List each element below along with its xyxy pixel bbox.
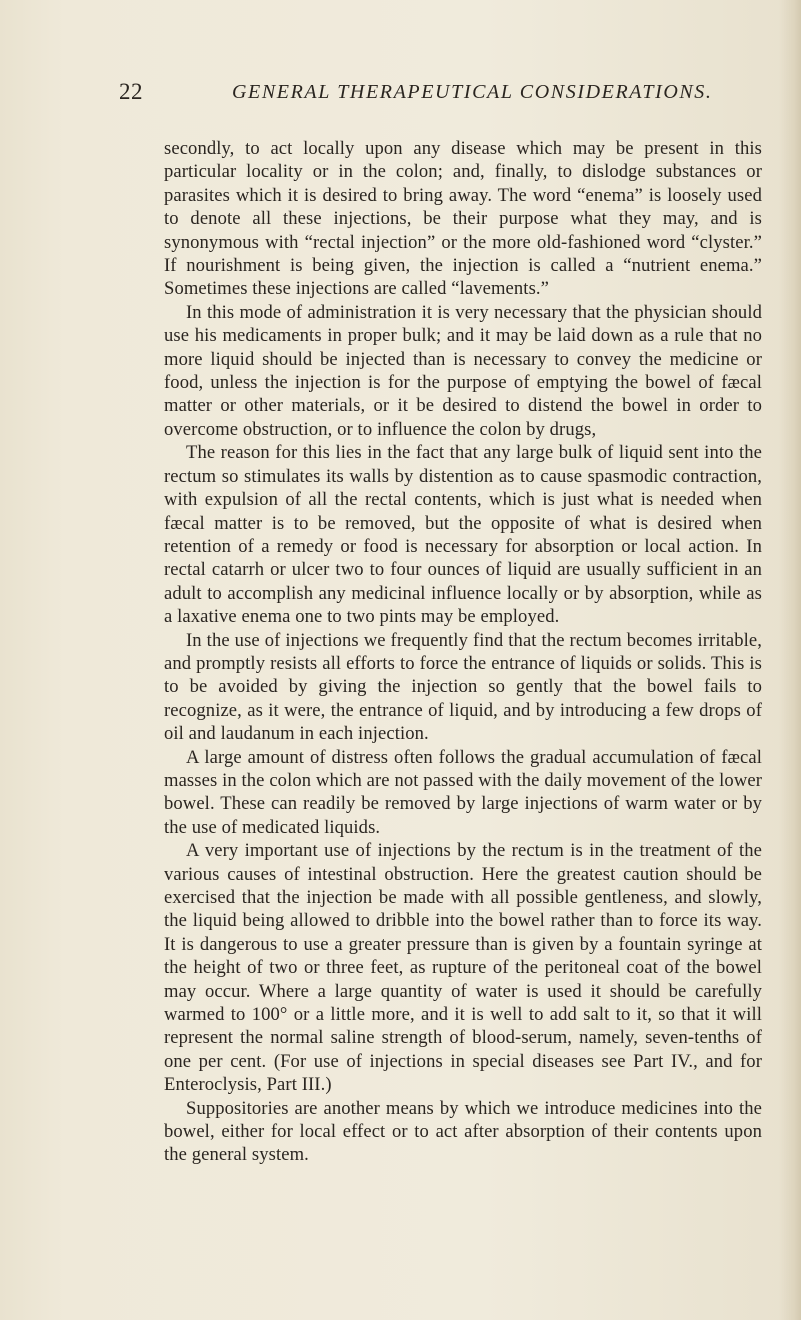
paragraph-continuation: secondly, to act locally upon any disease which may be present in this particular locality or in the colon; and, finally, to dislodge substances or parasites which it is desired to bring away. The word “enema” is loosely used to denote all these injections, be their purpose what they may, and is synonymous with “rectal injection” or the more old-fashioned word “clyster.” If nourishment is being given, the injection is called a “nutrient enema.” Sometimes these injections are called “lavements.” — [164, 138, 762, 300]
body-text — [164, 137, 762, 1167]
page-number: 22 — [119, 79, 143, 104]
page-header — [0, 79, 801, 109]
paragraph-faecal-masses: A large amount of distress often follows the gradual accumulation of fæcal masses in the colon which are not passed with the daily movement of the lower bowel. These can readily be removed by large injections of warm water or by the use of medicated liquids. — [164, 746, 762, 838]
paragraph-irritable-rectum: In the use of injections we frequently find that the rectum becomes irritable, and promptly resists all efforts to force the entrance of liquids or solids. This is to be avoided by giving the injection so gently that the bowel fails to recognize, as it were, the entrance of liquid, and by introducing a few drops of oil and laudanum in each injection. — [164, 629, 762, 745]
paragraph-suppositories: Suppositories are another means by which we introduce medicines into the bowel, either for local effect or to act after absorption of their contents upon the general system. — [164, 1097, 762, 1166]
paragraph-reason: The reason for this lies in the fact that any large bulk of liquid sent into the rectum so stimulates its walls by distention as to cause spasmodic contraction, with expulsion of all the rectal contents, which is just what is needed when fæcal matter is to be removed, but the opposite of what is desired when retention of a remedy or food is necessary for absorption or local action. In rectal catarrh or ulcer two to four ounces of liquid are usually sufficient in an adult to accomplish any medicinal influence locally or by absorption, while as a laxative enema one to two pints may be employed. — [164, 442, 762, 628]
paragraph-administration: In this mode of administration it is very necessary that the physician should use his medicaments in proper bulk; and it may be laid down as a rule that no more liquid should be injected than is necessary to convey the medicine or food, unless the injection is for the purpose of emptying the bowel of fæcal matter or other materials, or it be desired to distend the bowel in order to overcome obstruction, or to influence the colon by drugs, — [164, 301, 762, 440]
paragraph-obstruction: A very important use of injections by the rectum is in the treatment of the various causes of intestinal obstruction. Here the greatest caution should be exercised that the injection be made with all possible gentleness, and slowly, the liquid being allowed to dribble into the bowel rather than to force its way. It is dangerous to use a greater pressure than is given by a fountain syringe at the height of two or three feet, as rupture of the peritoneal coat of the bowel may occur. Where a large quantity of water is used it should be carefully warmed to 100° or a little more, and it is well to add salt to it, so that it will represent the normal saline strength of blood-serum, namely, seven-tenths of one per cent. (For use of injections in special diseases see Part IV., and for Enteroclysis, Part III.) — [164, 840, 762, 1096]
running-head: GENERAL THERAPEUTICAL CONSIDERATIONS. — [232, 81, 713, 103]
page-edge-shadow — [779, 0, 801, 1320]
